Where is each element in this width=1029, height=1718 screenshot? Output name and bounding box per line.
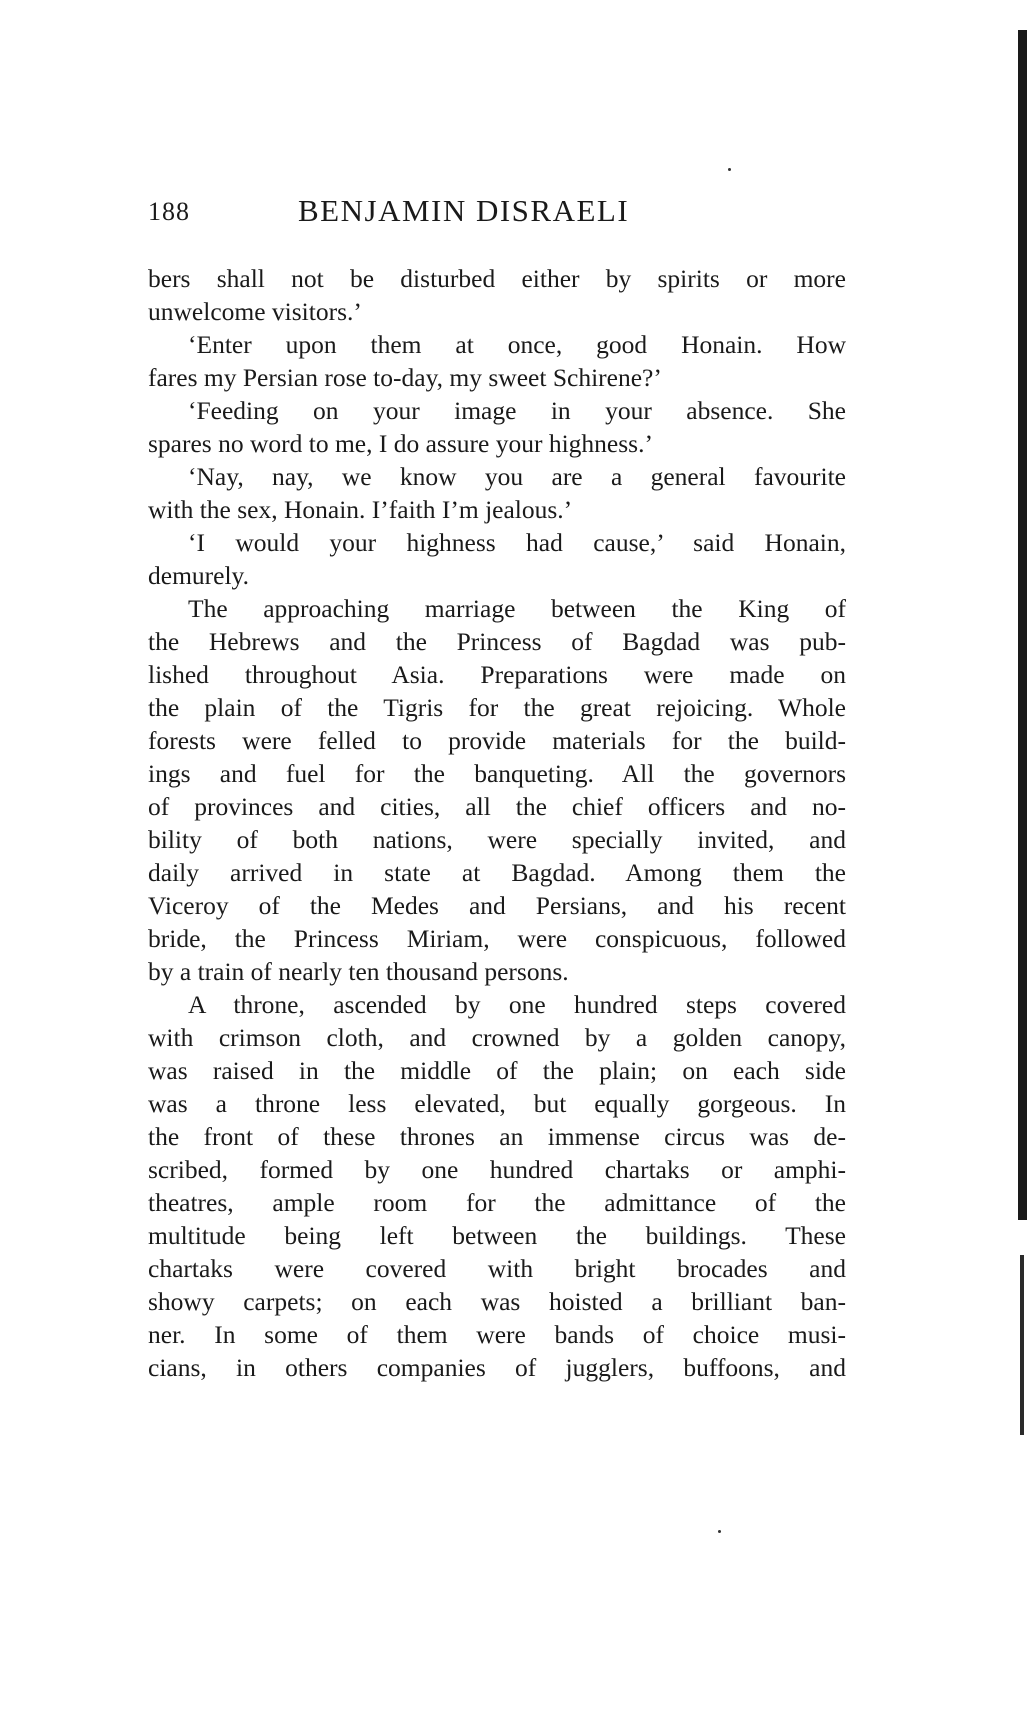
text-line: ‘Enter upon them at once, good Honain. How [188,330,846,359]
text-line: bility of both nations, were specially invited, and [148,825,846,854]
text-line: with crimson cloth, and crowned by a golden canopy, [148,1023,846,1052]
text-line: lished throughout Asia. Preparations were made on [148,660,846,689]
text-line: cians, in others companies of jugglers, buffoons, and [148,1353,846,1382]
text-line: chartaks were covered with bright brocades and [148,1254,846,1283]
text-line: was a throne less elevated, but equally gorgeous. In [148,1089,846,1118]
text-line: with the sex, Honain. I’faith I’m jealous.’ [148,495,573,524]
text-line: by a train of nearly ten thousand persons. [148,957,569,986]
scan-speck [718,1530,721,1533]
text-line: A throne, ascended by one hundred steps covered [188,990,846,1019]
running-header [148,193,848,237]
text-line: ‘I would your highness had cause,’ said Honain, [188,528,846,557]
text-line: ‘Feeding on your image in your absence. She [188,396,846,425]
text-line: the Hebrews and the Princess of Bagdad was pub- [148,627,846,656]
page-edge-shadow-lower [1020,1255,1024,1435]
text-line: theatres, ample room for the admittance of the [148,1188,846,1217]
text-line: scribed, formed by one hundred chartaks or amphi- [148,1155,846,1184]
text-line: fares my Persian rose to-day, my sweet Schirene?’ [148,363,662,392]
text-line: ner. In some of them were bands of choice musi- [148,1320,846,1349]
page-edge-shadow [1018,30,1027,1220]
body-text [148,262,846,1384]
text-line: ‘Nay, nay, we know you are a general favourite [188,462,846,491]
text-line: the plain of the Tigris for the great rejoicing. Whole [148,693,846,722]
running-title: BENJAMIN DISRAELI [298,193,630,228]
text-line: bride, the Princess Miriam, were conspicuous, followed [148,924,846,953]
text-line: was raised in the middle of the plain; on each side [148,1056,846,1085]
page-number: 188 [148,197,190,226]
text-line: daily arrived in state at Bagdad. Among them the [148,858,846,887]
text-line: the front of these thrones an immense circus was de- [148,1122,846,1151]
text-line: forests were felled to provide materials for the build- [148,726,846,755]
text-line: Viceroy of the Medes and Persians, and his recent [148,891,846,920]
text-line: showy carpets; on each was hoisted a brilliant ban- [148,1287,846,1316]
scan-speck [728,168,731,171]
text-line: bers shall not be disturbed either by spirits or more [148,264,846,293]
text-line: multitude being left between the buildings. These [148,1221,846,1250]
text-line: demurely. [148,561,250,590]
text-line: unwelcome visitors.’ [148,297,362,326]
text-line: ings and fuel for the banqueting. All the governors [148,759,846,788]
text-line: spares no word to me, I do assure your highness.’ [148,429,653,458]
text-line: The approaching marriage between the King of [188,594,846,623]
text-line: of provinces and cities, all the chief officers and no- [148,792,846,821]
